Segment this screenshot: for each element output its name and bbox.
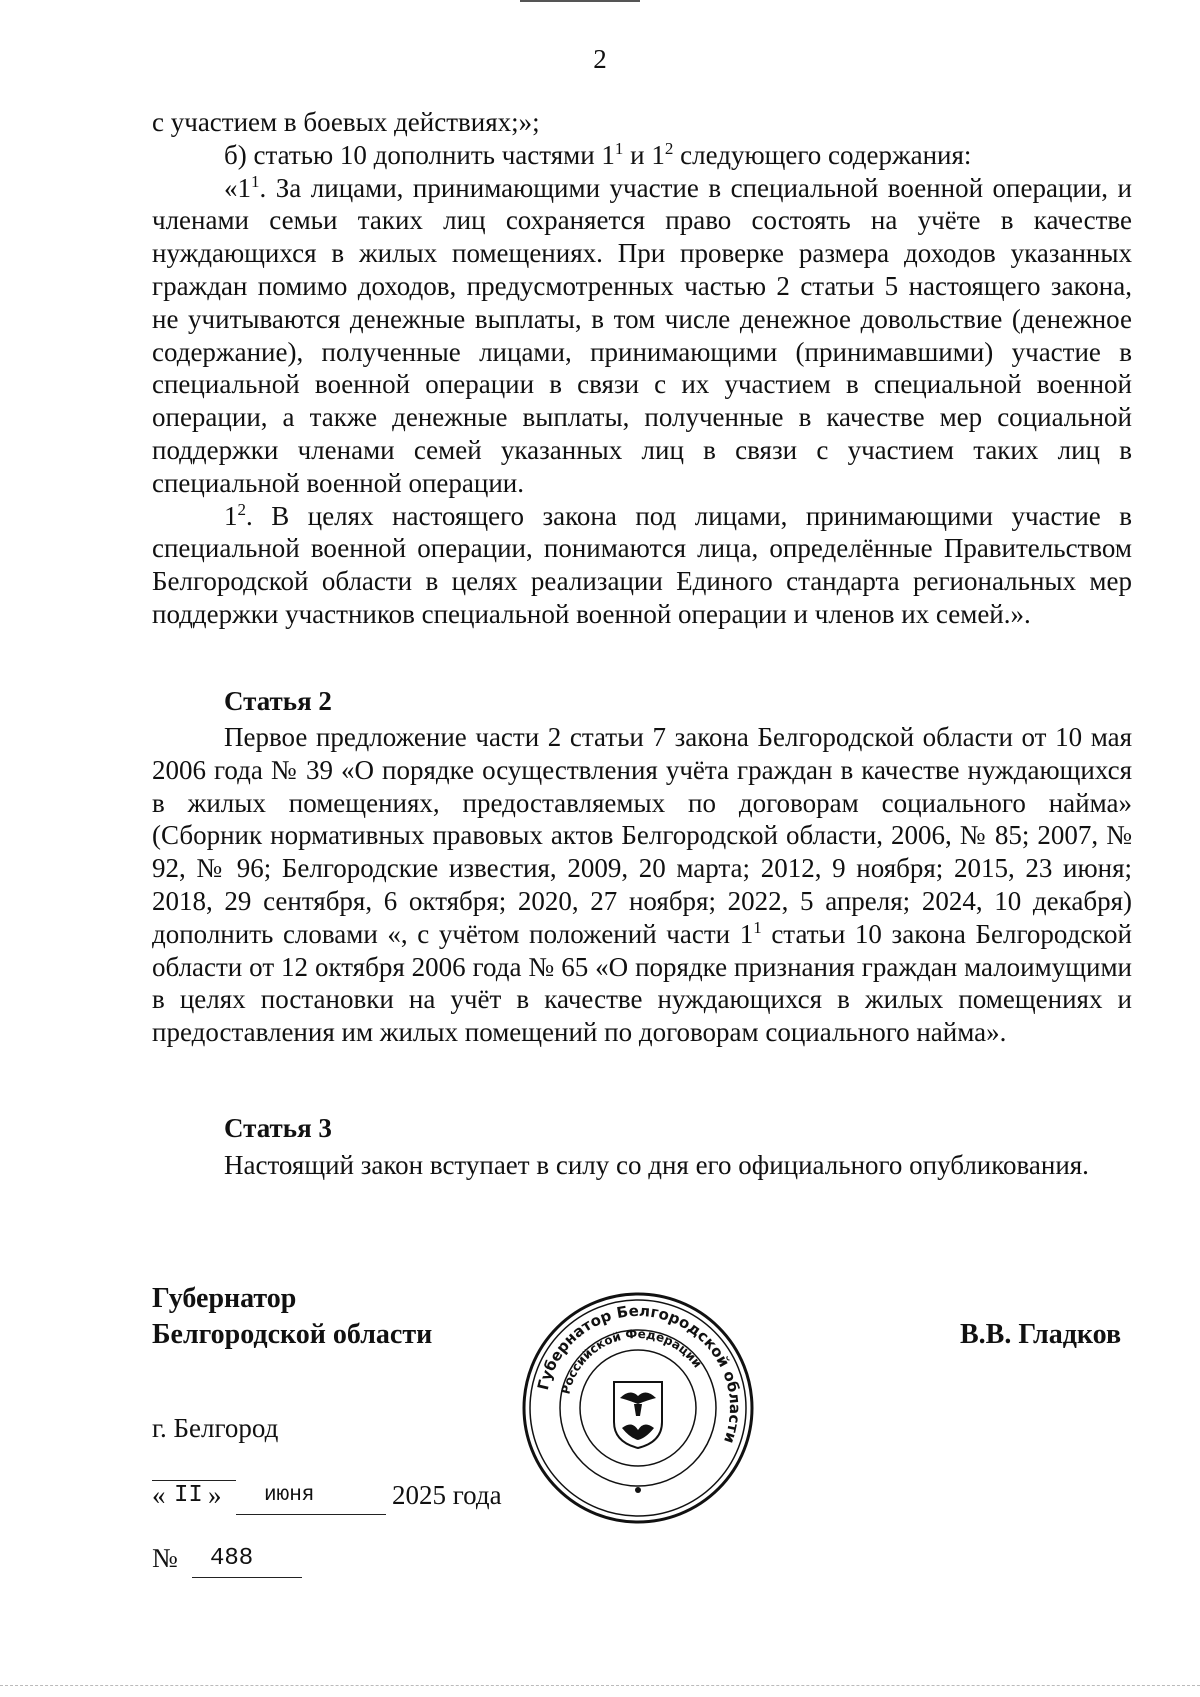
governor-title xyxy=(152,1281,432,1353)
bottom-scan-line xyxy=(0,1685,1200,1689)
seal-dot xyxy=(635,1487,641,1493)
amendment-line-1: с участием в боевых действиях;»; xyxy=(152,107,540,137)
article-3-text: Настоящий закон вступает в силу со дня его официального опубликования. xyxy=(224,1150,1089,1180)
article-2-body xyxy=(152,721,1132,1049)
date-day: II xyxy=(174,1482,203,1509)
amendment-part-1-2: $1^2$. В целях настоящего закона под лицами, принимающими участие в специальной военной операции, понимаются лица, определённые Правительством Белгородской области в целях реализации Единого стандарта региональных мер поддержки участников специальной военной операции и членов их семей.». xyxy=(152,499,1132,629)
article-3-body xyxy=(152,1149,1132,1182)
number-label: № xyxy=(152,1543,178,1573)
governor-title-line-2: Белгородской области xyxy=(152,1319,433,1350)
law-number xyxy=(152,1543,352,1579)
signatory-name: В.В. Гладков xyxy=(960,1319,1122,1350)
amendments-block xyxy=(152,106,1132,631)
coat-of-arms-icon xyxy=(614,1382,662,1448)
number-value: 488 xyxy=(210,1545,254,1572)
city: г. Белгород xyxy=(152,1413,279,1443)
top-rule xyxy=(520,0,640,2)
date-month: июня xyxy=(264,1484,315,1507)
official-seal xyxy=(520,1290,756,1526)
amendment-line-2: б) статью 10 дополнить частями $1^1$ и $1^2$ следующего содержания: xyxy=(224,138,972,170)
article-3-heading: Статья 3 xyxy=(224,1113,332,1143)
page-number: 2 xyxy=(593,44,607,74)
amendment-part-1-1: «$1^1$. За лицами, принимающими участие в специальной военной операции, и членами семьи таких лиц сохраняется право состоять на учёте в качестве нуждающихся в жилых помещениях. При проверке размера доходов указанных граждан помимо доходов, предусмотренных частью 2 статьи 5 настоящего закона, не учитываются денежные выплаты, в том числе денежное довольствие (денежное содержание), полученные лицами, принимающими (принимавшими) участие в специальной военной операции в связи с их участием в специальной военной операции, а также денежные выплаты, полученные в качестве мер социальной поддержки членами семей указанных лиц в связи с участием таких лиц в специальной военной операции. xyxy=(152,171,1132,498)
seal-inner-text: Российской Федерации xyxy=(558,1326,705,1396)
seal-outer-text: Губернатор Белгородской области xyxy=(533,1301,745,1446)
date-close-quote: » xyxy=(208,1480,222,1510)
signing-date xyxy=(152,1480,552,1516)
governor-title-line-1: Губернатор xyxy=(152,1283,297,1314)
article-2-text: Первое предложение части 2 статьи 7 закона Белгородской области от 10 мая 2006 года № 39 «О порядке осуществления учёта граждан в качестве нуждающихся в жилых помещениях, предоставляемых по договорам социального найма» (Сборник нормативных правовых актов Белгородской области, 2006, № 85; 2007, № 92, № 96; Белгородские известия, 2009, 20 марта; 2012, 9 ноября; 2015, 23 июня; 2018, 29 сентября, 6 октября; 2020, 27 ноября; 2022, 5 апреля; 2024, 10 декабря) дополнить словами «, с учётом положений части $1^1$ статьи 10 закона Белгородской области от 12 октября 2006 года № 65 «О порядке признания граждан малоимущими в целях постановки на учёт в качестве нуждающихся в жилых помещениях и предоставления им жилых помещений по договорам социального найма». xyxy=(152,722,1132,1048)
article-2-heading: Статья 2 xyxy=(224,686,332,716)
date-open-quote: « xyxy=(152,1480,166,1510)
date-year: 2025 года xyxy=(392,1480,502,1510)
